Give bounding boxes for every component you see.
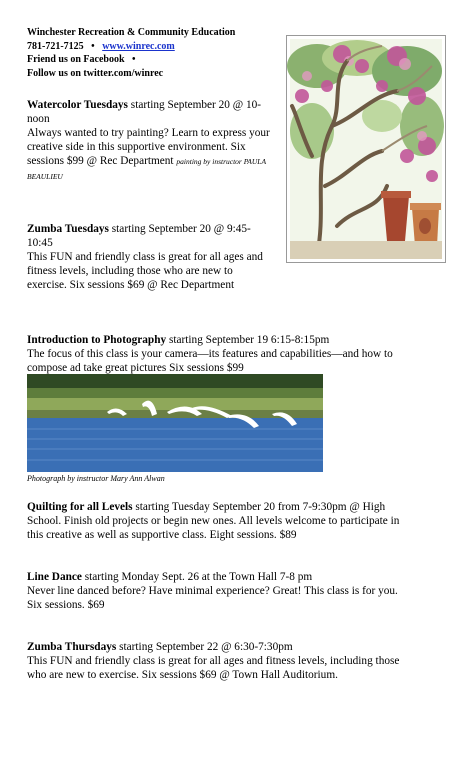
- class-title: Introduction to Photography: [27, 334, 167, 346]
- class-description: Never line danced before? Have minimal experience? Great! This class is for you. Six sessions. $69: [27, 585, 398, 611]
- twitter-line: Follow us on twitter.com/winrec: [27, 67, 164, 79]
- class-quilting: [27, 500, 407, 542]
- contact-line: [27, 40, 287, 54]
- facebook-text: Friend us on Facebook: [27, 54, 125, 65]
- org-name: Winchester Recreation & Community Education: [27, 27, 236, 38]
- class-description: Finish old projects or begin new ones. All levels welcome to participate in this creative as well as supportive class. Eight sessions. $89: [27, 515, 400, 541]
- class-schedule: starting September 20 @ 9:45-10:45: [27, 223, 251, 249]
- bullet: •: [91, 40, 95, 52]
- class-zumba-thursdays: [27, 640, 411, 682]
- class-title: Zumba Thursdays: [27, 641, 117, 653]
- photo-caption: Photograph by instructor Mary Ann Alwan: [27, 474, 165, 483]
- birds-photo: [27, 374, 323, 472]
- class-line-dance: [27, 570, 407, 612]
- class-schedule: starting Monday Sept. 26 at the Town Hall 7-8 pm: [81, 571, 313, 583]
- class-schedule: starting Tuesday September 20 from 7-9:30pm @ High School.: [27, 501, 386, 527]
- class-schedule: starting September 19 6:15-8:15pm: [166, 334, 330, 346]
- header: [27, 26, 287, 80]
- class-photography: [27, 333, 417, 375]
- bullet: •: [132, 54, 136, 65]
- class-title: Watercolor Tuesdays: [27, 99, 128, 111]
- class-description: Always wanted to try painting? Learn to express your creative side in this supportive environment. Six sessions $99 @ Rec Department: [27, 127, 270, 167]
- class-description: The focus of this class is your camera—its features and capabilities—and how to compose ad take great pictures Six sessions $99: [27, 348, 393, 374]
- class-title: Zumba Tuesdays: [27, 223, 109, 235]
- class-title: Quilting for all Levels: [27, 501, 133, 513]
- class-description: This FUN and friendly class is great for all ages and fitness levels, including those who are new to exercise. Six sessions $69 @ Town Hall Auditorium.: [27, 655, 400, 681]
- class-schedule: starting September 20 @ 10-noon: [27, 99, 262, 125]
- class-note: painting by instructor PAULA BEAULIEU: [27, 157, 266, 181]
- class-schedule: starting September 22 @ 6:30-7:30pm: [116, 641, 293, 653]
- class-description: This FUN and friendly class is great for all ages and fitness levels, including those who are new to exercise. Six sessions $69 @ Rec Department: [27, 251, 263, 291]
- class-zumba-tuesdays: [27, 222, 273, 292]
- class-title: Line Dance: [27, 571, 82, 583]
- facebook-line: [27, 53, 287, 67]
- watercolor-painting-frame: [286, 35, 446, 263]
- website-link[interactable]: www.winrec.com: [102, 40, 175, 52]
- watercolor-painting: [287, 36, 445, 262]
- phone-number: 781-721-7125: [27, 40, 84, 52]
- class-watercolor: [27, 98, 273, 184]
